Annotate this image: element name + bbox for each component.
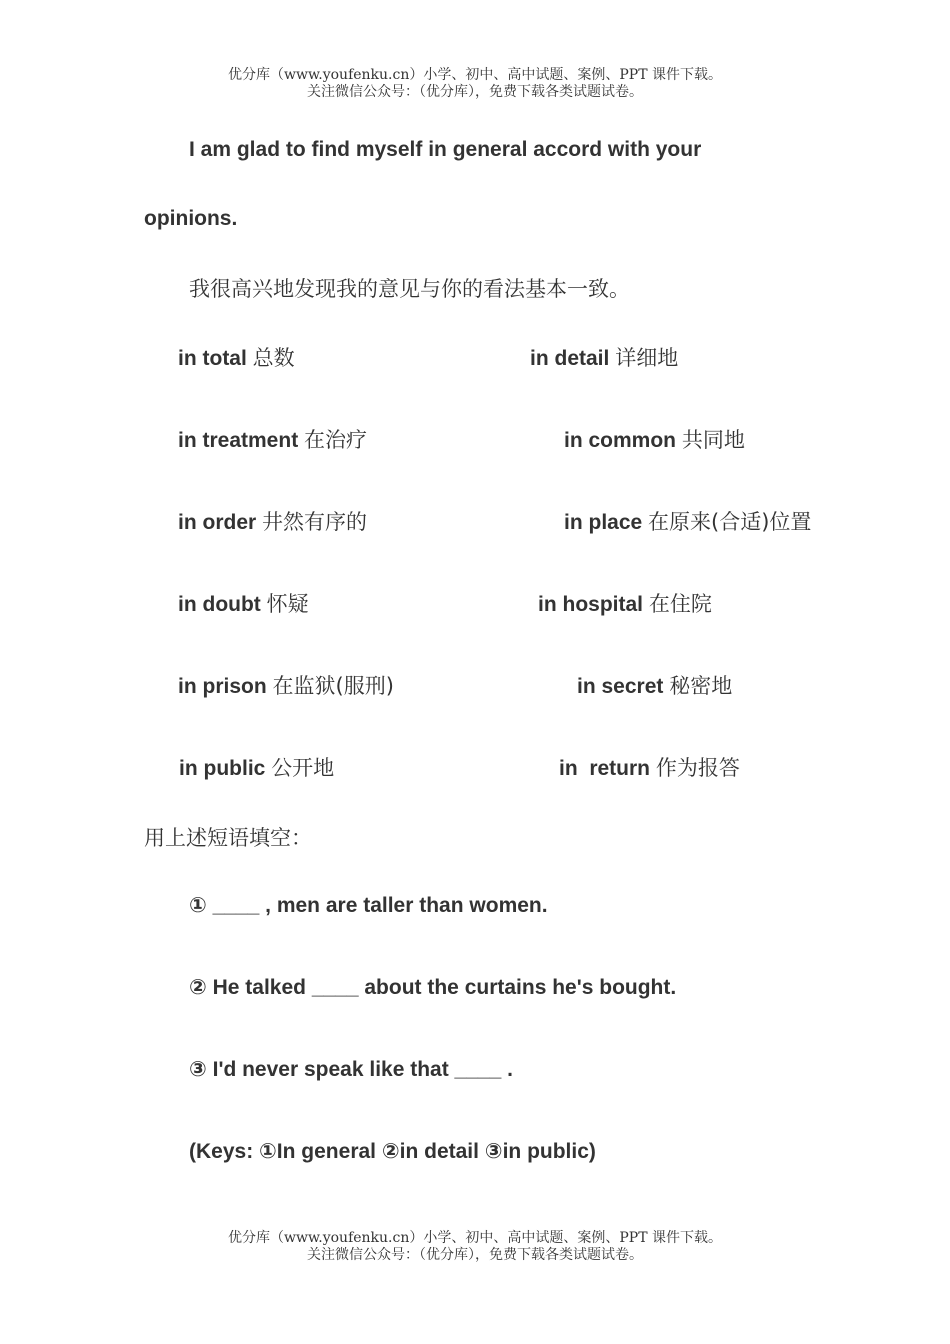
phrase-cn: 在监狱(服刑) [272,674,394,698]
exercise-item-2: ② He talked ____ about the curtains he's bought. [189,976,677,999]
phrase-en: in prison [178,675,267,698]
phrase-cn: 在治疗 [304,428,368,452]
example-chinese: 我很高兴地发现我的意见与你的看法基本一致。 [189,277,630,301]
phrase-en: in common [564,429,677,452]
phrase-cn: 井然有序的 [262,510,368,534]
phrase-cn: 秘密地 [669,674,733,698]
phrase-cn: 共同地 [681,428,745,452]
phrase-en: in treatment [178,429,299,452]
footer-line-1: 优分库（www.youfenku.cn）小学、初中、高中试题、案例、PPT 课件下载。 [227,1230,722,1246]
phrase-cn: 在住院 [648,592,712,616]
phrase-en: in return [559,757,651,780]
phrase-in-return [559,755,740,782]
phrase-in-prison [178,673,394,700]
page-header [0,67,950,101]
footer-line-2: 关注微信公众号：（优分库），免费下载各类试题试卷。 [307,1247,643,1263]
header-line-2: 关注微信公众号：（优分库），免费下载各类试题试卷。 [307,84,643,100]
phrase-en: in detail [530,347,610,370]
phrase-in-hospital [538,591,712,618]
exercise-instruction: 用上述短语填空： [144,826,312,850]
phrase-en: in total [178,347,247,370]
phrase-en: in order [178,511,257,534]
phrase-cn: 在原来(合适)位置 [648,510,812,534]
phrase-cn: 作为报答 [655,756,740,780]
phrase-en: in doubt [178,593,261,616]
phrase-cn: 总数 [252,346,295,370]
phrase-cn: 详细地 [615,346,679,370]
phrase-en: in place [564,511,643,534]
phrase-cn: 公开地 [271,756,335,780]
phrase-in-public [179,755,334,782]
phrase-in-doubt [178,591,309,618]
phrase-in-detail [530,345,678,372]
phrase-en: in secret [577,675,664,698]
phrase-in-order [178,509,367,536]
phrase-in-total [178,345,295,372]
phrase-in-treatment [178,427,367,454]
phrase-en: in hospital [538,593,643,616]
header-line-1: 优分库（www.youfenku.cn）小学、初中、高中试题、案例、PPT 课件下载。 [227,67,722,83]
exercise-item-1: ① ____ , men are taller than women. [189,894,548,917]
page-footer [0,1230,950,1264]
phrase-in-secret [577,673,732,700]
phrase-en: in public [179,757,266,780]
phrase-in-common [564,427,745,454]
phrase-cn: 怀疑 [266,592,309,616]
exercise-item-3: ③ I'd never speak like that ____ . [189,1058,513,1081]
example-english-line-1: I am glad to find myself in general accord with your [189,138,702,161]
exercise-keys: (Keys: ①In general ②in detail ③in public) [189,1140,596,1163]
example-english-line-2: opinions. [144,207,238,230]
phrase-in-place [564,509,811,536]
